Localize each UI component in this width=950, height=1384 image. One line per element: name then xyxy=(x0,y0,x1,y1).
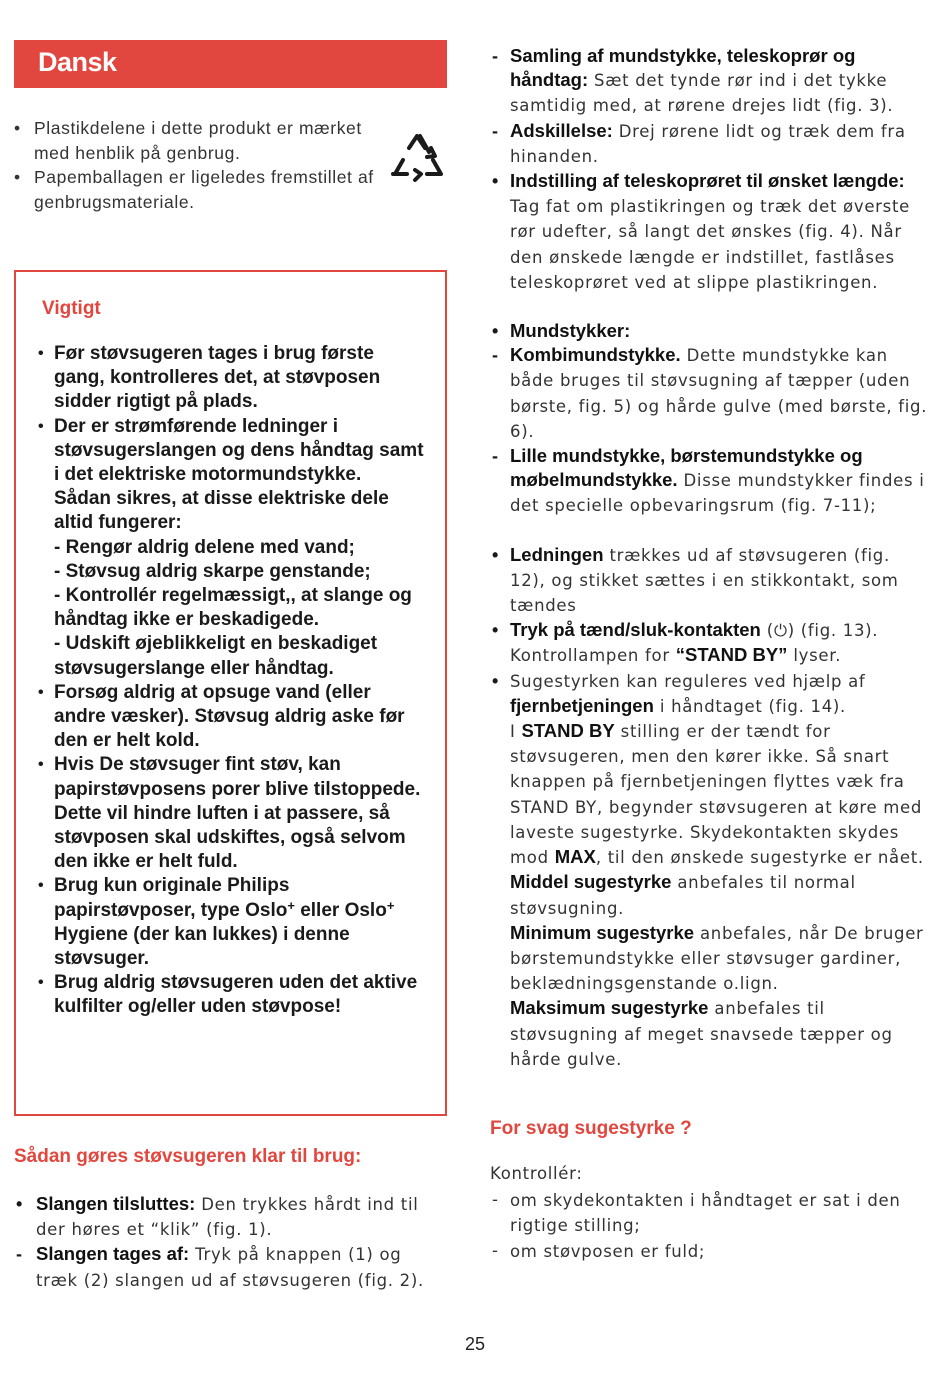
important-box xyxy=(14,270,447,1116)
bold-label: “STAND BY” xyxy=(675,644,788,666)
section-title: Sådan gøres støvsugeren klar til brug: xyxy=(14,1146,362,1167)
list-item-sub: - Udskift øjeblikkeligt en beskadiget støvsugerslange eller håndtag. xyxy=(54,633,378,679)
bold-label: Maksimum sugestyrke xyxy=(510,997,709,1019)
body-text: I xyxy=(510,722,522,742)
bold-label: fjernbetjeningen xyxy=(510,694,654,716)
list-item-sub: - Rengør aldrig delene med vand; xyxy=(54,536,355,558)
list-item: • Plastikdelene i dette produkt er mærket med henblik på genbrug. xyxy=(14,116,374,165)
instruction-row xyxy=(14,1242,447,1292)
dash-marker: - xyxy=(16,1244,22,1265)
bullet-marker: • xyxy=(492,171,499,192)
list-item: • Forsøg aldrig at opsuge vand (eller andre væsker). Støvsug aldrig aske før den er helt kold. xyxy=(36,681,425,754)
body-text: om støvposen er fuld; xyxy=(510,1241,706,1261)
instruction-row xyxy=(490,169,930,295)
bold-label: Samling af mundstykke, teleskoprør og håndtag: xyxy=(510,45,856,91)
bold-label: Middel sugestyrke xyxy=(510,871,672,893)
instruction-row xyxy=(490,319,930,343)
recycling-list xyxy=(14,116,374,214)
list-item: • Papemballagen er ligeledes fremstillet af genbrugsmateriale. xyxy=(14,165,374,214)
body-text: Drej rørene lidt og træk dem fra hinanden. xyxy=(510,121,906,166)
body-text: Sugestyrken kan reguleres ved hjælp af xyxy=(510,671,866,691)
body-text: trækkes ud af støvsugeren (fig. 12), og stikket sættes i en stikkontakt, som tændes xyxy=(510,545,899,616)
bold-label: Minimum sugestyrke xyxy=(510,921,695,943)
superscript: + xyxy=(287,897,295,913)
body-text: , til den ønskede sugestyrke er nået. xyxy=(595,848,924,868)
dash-marker: - xyxy=(492,345,498,366)
bold-label: Mundstykker: xyxy=(510,320,631,342)
dash-marker: - xyxy=(492,1240,499,1260)
body-text: stilling er der tændt for støvsugeren, men den kører ikke. Så snart knappen på fjernbetjeningen flyttes væk fra STAND BY, begynder støvsugeren at køre med laveste sugestyrke. Skydekontakten skydes mod xyxy=(510,722,923,868)
instruction-row xyxy=(490,1239,930,1264)
list-item-text: Der er strømførende ledninger i støvsugerslangen og dens håndtag samt i det elektriske motormundstykke. xyxy=(54,415,424,486)
bold-label: Ledningen xyxy=(510,543,604,565)
list-item-sub: Sådan sikres, at disse elektriske dele altid fungerer: xyxy=(54,488,389,534)
dash-marker: - xyxy=(492,120,498,141)
list-item xyxy=(36,874,425,971)
important-list xyxy=(36,342,425,1020)
list-item: • Før støvsugeren tages i brug første gang, kontrolleres det, at støvposen sidder rigtigt på plads. xyxy=(36,342,425,415)
body-text: lyser. xyxy=(787,646,842,666)
bullet-marker: • xyxy=(492,544,499,565)
instruction-row xyxy=(490,44,930,119)
body-text: Sæt det tynde rør ind i det tykke samtidig med, at rørene drejes lidt (fig. 3). xyxy=(510,71,894,116)
instruction-row xyxy=(14,1192,447,1242)
dash-marker: - xyxy=(492,1190,499,1210)
bold-label: MAX xyxy=(554,846,596,868)
list-item-sub: - Støvsug aldrig skarpe genstande; xyxy=(54,560,371,582)
instruction-row xyxy=(490,444,930,519)
paragraph xyxy=(510,996,930,1072)
bold-label: Adskillelse: xyxy=(510,119,613,141)
paragraph xyxy=(510,870,930,920)
dash-marker: - xyxy=(492,46,498,66)
paragraph xyxy=(510,719,930,870)
superscript: + xyxy=(386,897,395,913)
body-text: Dette mundstykke kan både bruges til støvsugning af tæpper (uden børste, fig. 5) og hårde gulve (med børste, fig. 6). xyxy=(510,346,928,441)
instruction-row xyxy=(490,618,930,668)
list-item-text: eller Oslo xyxy=(294,899,387,921)
section-title: For svag sugestyrke ? xyxy=(490,1117,692,1139)
bullet-marker: • xyxy=(492,670,499,691)
language-header: Dansk xyxy=(14,40,447,88)
bold-label: Indstilling af teleskoprøret til ønsket længde: xyxy=(510,170,905,192)
body-text: om skydekontakten i håndtaget er sat i den rigtige stilling; xyxy=(510,1191,901,1236)
check-intro: Kontrollér: xyxy=(490,1163,583,1183)
instruction-row xyxy=(490,119,930,169)
dash-marker: - xyxy=(492,446,498,467)
instruction-row xyxy=(490,1188,930,1238)
instruction-row xyxy=(490,343,930,444)
body-text: anbefales til normal støvsugning. xyxy=(510,873,856,918)
list-item: • Brug aldrig støvsugeren uden det aktive kulfilter og/eller uden støvpose! xyxy=(36,971,425,1019)
body-text: Tag fat om plastikringen og træk det øverste rør udefter, så langt det ønskes (fig. 4). Når den ønskede længde er indstillet, fastlåses teleskoprøret ved at slippe plastikringen. xyxy=(510,197,910,292)
bold-label: Slangen tilsluttes: xyxy=(36,1193,196,1214)
bullet-marker: • xyxy=(16,1194,23,1214)
bold-label: Lille mundstykke, børstemundstykke og møbelmundstykke. xyxy=(510,445,863,491)
list-item-text: Hygiene (der kan lukkes) i denne støvsuger. xyxy=(54,923,350,970)
body-text: ) (fig. 13). Kontrollampen for xyxy=(510,621,879,666)
right-column xyxy=(490,44,930,1264)
important-title: Vigtigt xyxy=(42,298,101,319)
list-item-text: Brug kun originale Philips papirstøvposer, type Oslo xyxy=(54,875,290,921)
body-text: ( xyxy=(760,621,774,641)
list-item xyxy=(36,415,425,681)
body-text: i håndtaget (fig. 14). xyxy=(653,696,846,716)
paragraph xyxy=(510,921,930,997)
body-text: Den trykkes hårdt ind til der høres et “klik” (fig. 1). xyxy=(36,1195,419,1240)
bold-label: Kombimundstykke. xyxy=(510,344,681,366)
body-text: Tryk på knappen (1) og træk (2) slangen ud af støvsugeren (fig. 2). xyxy=(36,1245,424,1290)
body-text: Disse mundstykker findes i det specielle opbevaringsrum (fig. 7-11); xyxy=(510,471,925,516)
instruction-row xyxy=(490,669,930,1072)
bold-label: Slangen tages af: xyxy=(36,1243,190,1265)
bold-label: Tryk på tænd/sluk-kontakten xyxy=(510,619,761,641)
recycling-info xyxy=(14,116,447,214)
left-column xyxy=(14,40,447,1293)
list-item-sub: - Kontrollér regelmæssigt,, at slange og håndtag ikke er beskadigede. xyxy=(54,585,412,631)
page-number: 25 xyxy=(464,1334,486,1354)
instruction-row xyxy=(490,543,930,619)
bold-label: STAND BY xyxy=(521,720,615,742)
bullet-marker: • xyxy=(492,321,499,342)
power-icon: ⏻ xyxy=(773,621,788,641)
list-item: • Hvis De støvsuger fint støv, kan papirstøvposens porer blive tilstoppede. Dette vil hindre luften i at passere, så støvposen skal udskiftes, også selvom den ikke er helt fuld. xyxy=(36,753,425,874)
recycle-icon xyxy=(387,130,447,190)
bullet-marker: • xyxy=(492,620,499,641)
body-text: anbefales, når De bruger børstemundstykke eller støvsuger gardiner, beklædningsgenstande o.lign. xyxy=(510,923,924,994)
body-text: anbefales til støvsugning af meget snavsede tæpper og hårde gulve. xyxy=(510,999,893,1069)
